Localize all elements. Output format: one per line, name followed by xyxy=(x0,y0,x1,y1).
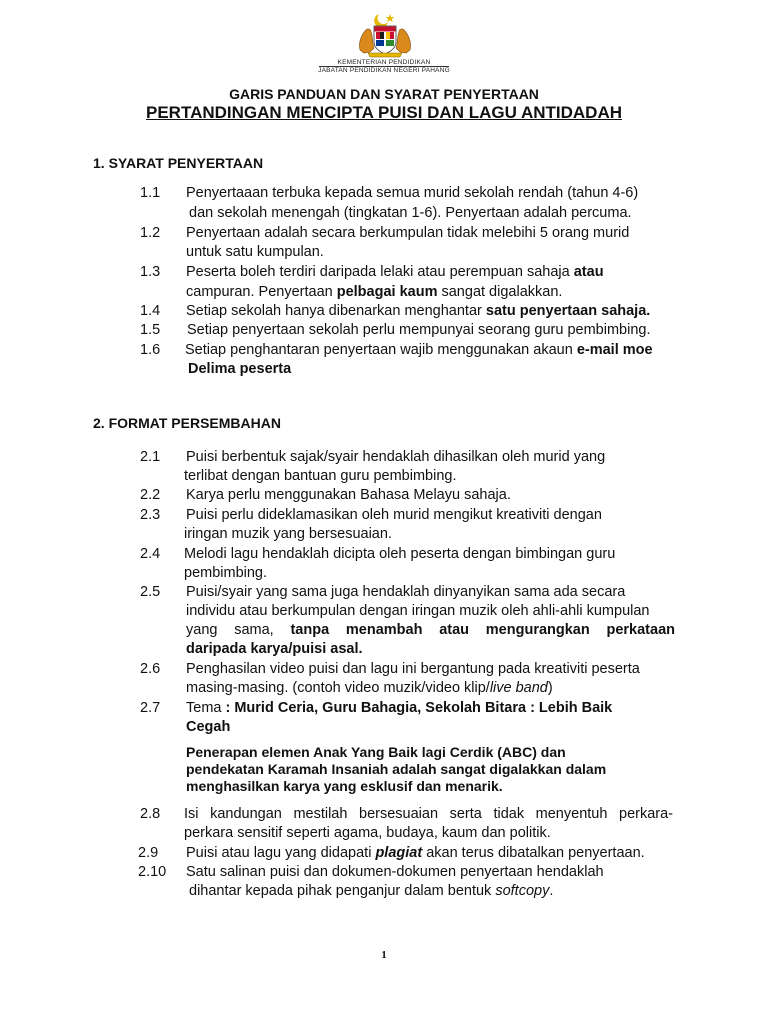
document-title-line1: GARIS PANDUAN DAN SYARAT PENYERTAAN xyxy=(229,86,539,102)
item-text: Cegah xyxy=(186,719,231,735)
department-name: JABATAN PENDIDIKAN NEGERI PAHANG xyxy=(318,67,450,74)
item-number: 2.5 xyxy=(140,584,161,600)
item-text: Karya perlu menggunakan Bahasa Melayu sahaja. xyxy=(186,487,511,503)
item-text: Puisi atau lagu yang didapati plagiat akan terus dibatalkan penyertaan. xyxy=(186,845,645,861)
item-text: pembimbing. xyxy=(184,565,268,581)
item-number: 1.1 xyxy=(140,185,161,201)
item-number: 2.9 xyxy=(138,845,159,861)
item-number: 2.6 xyxy=(140,661,161,677)
item-number: 1.3 xyxy=(140,264,161,280)
paragraph-line: pendekatan Karamah Insaniah adalah sangat digalakkan dalam xyxy=(186,761,607,777)
item-text: Puisi berbentuk sajak/syair hendaklah dihasilkan oleh murid yang xyxy=(186,449,606,465)
item-text: perkara sensitif seperti agama, budaya, kaum dan politik. xyxy=(184,825,551,841)
item-text: Tema : Murid Ceria, Guru Bahagia, Sekolah Bitara : Lebih Baik xyxy=(186,700,613,716)
item-number: 2.10 xyxy=(138,864,167,880)
malaysia-coat-of-arms-icon xyxy=(354,12,416,58)
item-text: Delima peserta xyxy=(188,361,292,377)
item-text: iringan muzik yang bersesuaian. xyxy=(184,526,392,542)
item-text: dan sekolah menengah (tingkatan 1-6). Penyertaan adalah percuma. xyxy=(189,205,632,221)
page-number: 1 xyxy=(381,949,387,961)
item-text: Isi kandungan mestilah bersesuaian serta tidak menyentuh perkara- xyxy=(184,806,673,822)
paragraph-line: menghasilkan karya yang esklusif dan menarik. xyxy=(186,778,503,794)
item-text: Setiap penyertaan sekolah perlu mempunyai seorang guru pembimbing. xyxy=(187,322,651,338)
ministry-name: KEMENTERIAN PENDIDIKAN xyxy=(337,59,431,66)
item-text: campuran. Penyertaan pelbagai kaum sangat digalakkan. xyxy=(186,284,563,300)
document-title-line2: PERTANDINGAN MENCIPTA PUISI DAN LAGU ANTIDADAH xyxy=(146,103,622,122)
item-text: Penyertaan adalah secara berkumpulan tidak melebihi 5 orang murid xyxy=(186,225,630,241)
item-text: Penyertaaan terbuka kepada semua murid sekolah rendah (tahun 4-6) xyxy=(186,185,639,201)
item-number: 1.2 xyxy=(140,225,161,241)
item-number: 2.2 xyxy=(140,487,161,503)
item-text: yang sama, tanpa menambah atau mengurangkan perkataan xyxy=(186,622,675,638)
item-number: 1.4 xyxy=(140,303,161,319)
item-number: 2.3 xyxy=(140,507,161,523)
section-1-heading: 1. SYARAT PENYERTAAN xyxy=(93,155,264,171)
item-text: daripada karya/puisi asal. xyxy=(186,641,363,657)
item-text: Puisi/syair yang sama juga hendaklah dinyanyikan sama ada secara xyxy=(186,584,626,600)
item-number: 1.5 xyxy=(140,322,161,338)
paragraph-line: Penerapan elemen Anak Yang Baik lagi Cerdik (ABC) dan xyxy=(186,744,566,760)
item-text: Setiap penghantaran penyertaan wajib menggunakan akaun e-mail moe xyxy=(185,342,653,358)
item-text: Melodi lagu hendaklah dicipta oleh peserta dengan bimbingan guru xyxy=(184,546,616,562)
item-text: individu atau berkumpulan dengan iringan muzik oleh ahli-ahli kumpulan xyxy=(186,603,650,619)
item-number: 2.8 xyxy=(140,806,161,822)
item-number: 2.1 xyxy=(140,449,161,465)
item-text: terlibat dengan bantuan guru pembimbing. xyxy=(184,468,457,484)
item-text: untuk satu kumpulan. xyxy=(186,244,324,260)
item-text: Setiap sekolah hanya dibenarkan menghantar satu penyertaan sahaja. xyxy=(186,303,651,319)
item-text: Peserta boleh terdiri daripada lelaki atau perempuan sahaja atau xyxy=(186,264,604,280)
item-text: masing-masing. (contoh video muzik/video klip/live band) xyxy=(186,680,553,696)
item-number: 2.7 xyxy=(140,700,161,716)
section-2-heading: 2. FORMAT PERSEMBAHAN xyxy=(93,415,281,431)
item-text: Puisi perlu dideklamasikan oleh murid mengikut kreativiti dengan xyxy=(186,507,602,523)
item-text: dihantar kepada pihak penganjur dalam bentuk softcopy. xyxy=(189,883,554,899)
item-text: Penghasilan video puisi dan lagu ini bergantung pada kreativiti peserta xyxy=(186,661,640,677)
item-number: 1.6 xyxy=(140,342,161,358)
item-text: Satu salinan puisi dan dokumen-dokumen penyertaan hendaklah xyxy=(186,864,604,880)
item-number: 2.4 xyxy=(140,546,161,562)
